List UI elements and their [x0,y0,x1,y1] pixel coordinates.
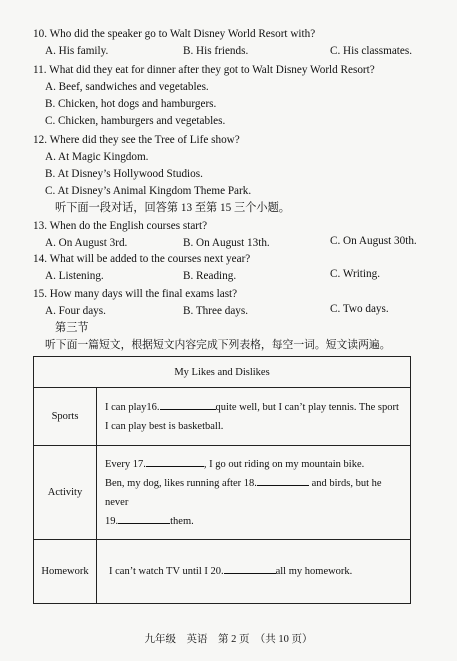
blank-20[interactable] [224,563,276,574]
q10-option-c: C. His classmates. [330,45,413,57]
q13-option-b: B. On August 13th. [183,237,270,249]
blank-18[interactable] [257,475,309,486]
page-footer: 九年级 英语 第 2 页 （共 10 页） [144,634,313,645]
section-heading: 第三节 [55,322,89,334]
homework-text-a: I can’t watch TV until I 20. [109,566,224,577]
homework-text-b: all my homework. [275,566,353,577]
activity-text-c: Ben, my dog, likes running after 18. [105,477,257,489]
blank-19[interactable] [118,513,170,524]
question-11: 11. What did they eat for dinner after they got to Walt Disney World Resort? [33,64,375,76]
question-14: 14. What will be added to the courses next year? [33,253,251,265]
sports-text-b: quite well, but I can’t play tennis. The sport [215,401,399,413]
q15-option-c: C. Two days. [330,303,389,315]
q15-option-b: B. Three days. [183,305,249,317]
homework-content [97,540,411,604]
q12-option-b: B. At Disney’s Hollywood Studios. [45,168,203,180]
q12-option-a: A. At Magic Kingdom. [45,151,149,163]
q11-option-b: B. Chicken, hot dogs and hamburgers. [45,98,217,110]
activity-text-f: them. [170,515,194,527]
table-title: My Likes and Dislikes [34,357,411,388]
q14-option-b: B. Reading. [183,270,237,282]
q14-option-a: A. Listening. [45,270,104,282]
q10-option-b: B. His friends. [183,45,249,57]
q11-option-c: C. Chicken, hamburgers and vegetables. [45,115,226,127]
row-label-homework: Homework [34,540,97,604]
q11-option-a: A. Beef, sandwiches and vegetables. [45,81,209,93]
q15-option-a: A. Four days. [45,305,106,317]
activity-text-d: and birds, but he never [105,477,382,508]
q12-option-c: C. At Disney’s Animal Kingdom Theme Park. [45,185,252,197]
q13-option-a: A. On August 3rd. [45,237,128,249]
row-label-activity: Activity [34,446,97,540]
sports-text-c: I can play best is basketball. [105,420,224,432]
activity-content [97,446,411,540]
activity-text-b: , I go out riding on my mountain bike. [203,458,365,470]
question-15: 15. How many days will the final exams last? [33,288,238,300]
q14-option-c: C. Writing. [330,268,380,280]
question-13: 13. When do the English courses start? [33,220,208,232]
sports-content [97,388,411,446]
q10-option-a: A. His family. [45,45,109,57]
section-instruction: 听下面一篇短文，根据短文内容完成下列表格，每空一词。短文读两遍。 [45,339,391,351]
question-12: 12. Where did they see the Tree of Life show? [33,134,240,146]
q13-option-c: C. On August 30th. [330,235,417,247]
sports-text-a: I can play16. [105,401,160,413]
question-10: 10. Who did the speaker go to Walt Disney World Resort with? [33,28,316,40]
activity-text-e: 19. [105,515,119,527]
row-label-sports: Sports [34,388,97,446]
blank-17[interactable] [146,456,204,467]
listening-instruction: 听下面一段对话，回答第 13 至第 15 三个小题。 [55,202,290,214]
activity-text-a: Every 17. [105,458,146,470]
likes-dislikes-table [33,356,411,604]
blank-16[interactable] [160,399,216,410]
